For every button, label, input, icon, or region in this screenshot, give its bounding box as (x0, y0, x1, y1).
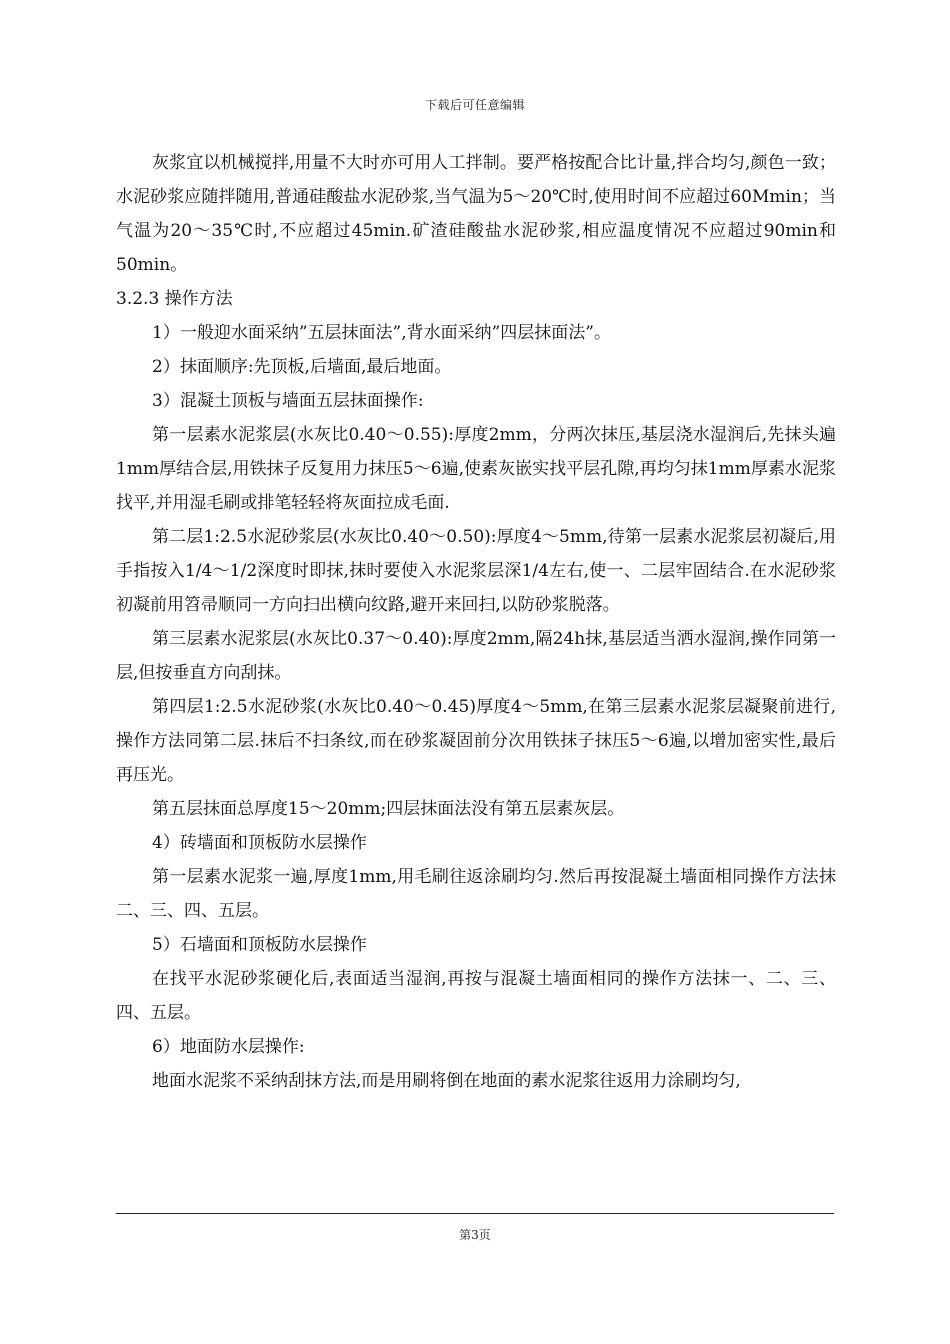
paragraph: 第一层素水泥浆层(水灰比0.40～0.55):厚度2mm，分两次抹压,基层浇水湿润后,先抹头遍1mm厚结合层,用铁抹子反复用力抹压5～6遍,使素灰嵌实找平层孔隙,再均匀抹1mm厚素水泥浆找平,并用湿毛刷或排笔轻轻将灰面拉成毛面. (116, 425, 836, 513)
paragraph: 地面水泥浆不采纳刮抹方法,而是用刷将倒在地面的素水泥浆往返用力涂刷均匀, (152, 1071, 741, 1091)
page-header: 下载后可任意编辑 (424, 98, 525, 112)
paragraph: 第四层1:2.5水泥砂浆(水灰比0.40～0.45)厚度4～5mm,在第三层素水泥浆层凝聚前进行,操作方法同第二层.抹后不扫条纹,而在砂浆凝固前分次用铁抹子抹压5～6遍,以增加密实性,最后再压光。 (116, 697, 836, 785)
list-item: 2）抹面顺序:先顶板,后墙面,最后地面。 (152, 357, 452, 377)
list-item: 3）混凝土顶板与墙面五层抹面操作: (152, 391, 424, 411)
paragraph: 第一层素水泥浆一遍,厚度1mm,用毛刷往返涂刷均匀.然后再按混凝土墙面相同操作方法抹二、三、四、五层。 (116, 867, 836, 921)
page-number: 第3页 (459, 1228, 491, 1242)
paragraph: 灰浆宜以机械搅拌,用量不大时亦可用人工拌制。要严格按配合比计量,拌合均匀,颜色一致；水泥砂浆应随拌随用,普通硅酸盐水泥砂浆,当气温为5～20℃时,使用时间不应超过60Mmin；当气温为20～35℃时,不应超过45min.矿渣硅酸盐水泥砂浆,相应温度情况不应超过90min和50min。 (116, 153, 836, 275)
document-body (116, 146, 836, 1098)
list-item: 5）石墙面和顶板防水层操作 (152, 935, 367, 955)
paragraph: 第五层抹面总厚度15～20mm;四层抹面法没有第五层素灰层。 (152, 799, 625, 819)
list-item: 6）地面防水层操作: (152, 1037, 305, 1057)
list-item: 4）砖墙面和顶板防水层操作 (152, 833, 367, 853)
section-heading: 3.2.3 操作方法 (116, 289, 233, 309)
paragraph: 第三层素水泥浆层(水灰比0.37～0.40):厚度2mm,隔24h抹,基层适当洒水湿润,操作同第一层,但按垂直方向刮抹。 (116, 629, 836, 683)
paragraph: 在找平水泥砂浆硬化后,表面适当湿润,再按与混凝土墙面相同的操作方法抹一、二、三、四、五层。 (116, 969, 836, 1023)
paragraph: 第二层1:2.5水泥砂浆层(水灰比0.40～0.50):厚度4～5mm,待第一层素水泥浆层初凝后,用手指按入1/4～1/2深度时即抹,抹时要使入水泥浆层深1/4左右,使一、二层牢固结合.在水泥砂浆初凝前用笤帚顺同一方向扫出横向纹路,避开来回扫,以防砂浆脱落。 (116, 527, 836, 615)
list-item: 1）一般迎水面采纳”五层抹面法”,背水面采纳”四层抹面法”。 (152, 323, 611, 343)
footer-divider (116, 1213, 834, 1214)
